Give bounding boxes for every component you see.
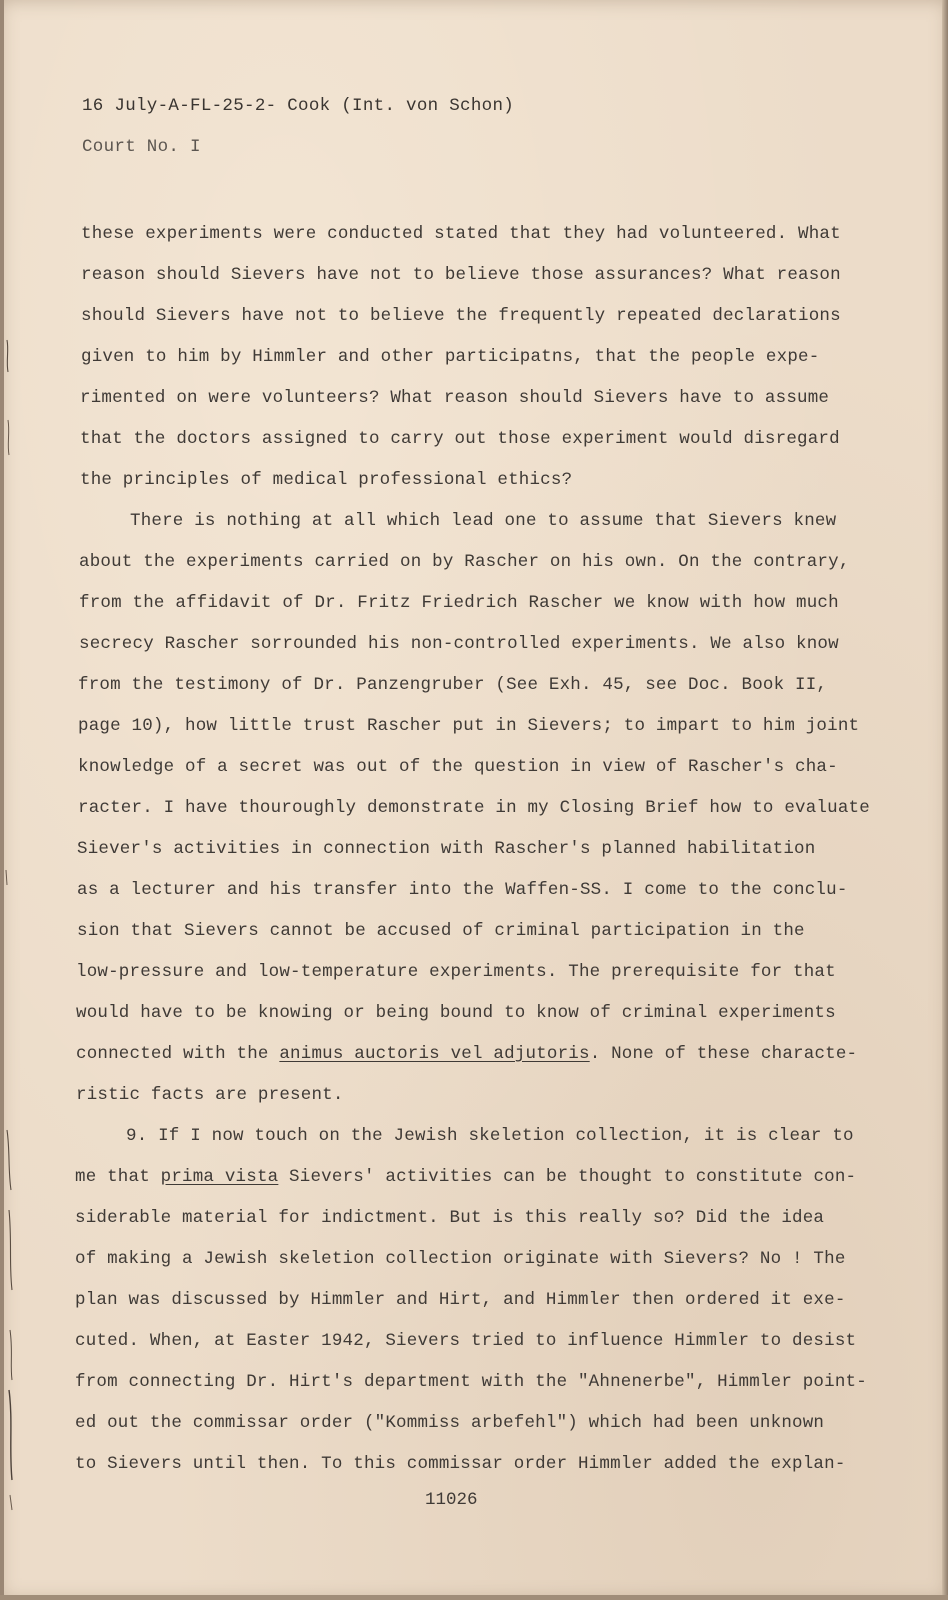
body-line: racter. I have thouroughly demonstrate in my Closing Brief how to evaluate xyxy=(78,798,870,818)
body-line: low-pressure and low-temperature experiments. The prerequisite for that xyxy=(76,962,836,982)
body-line: page 10), how little trust Rascher put in Sievers; to impart to him joint xyxy=(78,716,860,736)
body-line: from connecting Dr. Hirt's department with the "Ahnenerbe", Himmler point- xyxy=(75,1372,867,1392)
body-line: plan was discussed by Himmler and Hirt, and Himmler then ordered it exe- xyxy=(75,1290,846,1310)
body-text: . None of these characte- xyxy=(589,1044,858,1064)
body-line: cuted. When, at Easter 1942, Sievers tried to influence Himmler to desist xyxy=(75,1331,857,1351)
body-line: about the experiments carried on by Rascher on his own. On the contrary, xyxy=(79,552,850,572)
body-line: reason should Sievers have not to believe those assurances? What reason xyxy=(81,265,841,285)
body-line: as a lecturer and his transfer into the Waffen-SS. I come to the conclu- xyxy=(77,880,848,900)
body-line: rimented on were volunteers? What reason should Sievers have to assume xyxy=(80,388,830,408)
court-number: Court No. I xyxy=(82,137,201,157)
body-line: ed out the commissar order ("Kommiss arbefehl") which had been unknown xyxy=(75,1413,825,1433)
body-line: the principles of medical professional ethics? xyxy=(80,470,573,490)
body-text: Sievers' activities can be thought to constitute con- xyxy=(278,1167,857,1187)
body-line: would have to be knowing or being bound to know of criminal experiments xyxy=(76,1003,836,1023)
margin-marks xyxy=(0,0,30,1600)
page-edge-right xyxy=(942,0,948,1600)
case-reference: 16 July-A-FL-25-2- Cook (Int. von Schon) xyxy=(82,96,515,116)
body-line: to Sievers until then. To this commissar order Himmler added the explan- xyxy=(75,1454,846,1474)
body-line: should Sievers have not to believe the frequently repeated declarations xyxy=(81,306,841,326)
body-line: these experiments were conducted stated that they had volunteered. What xyxy=(81,224,841,244)
body-line: of making a Jewish skeletion collection originate with Sievers? No ! The xyxy=(75,1249,846,1269)
body-line: knowledge of a secret was out of the question in view of Rascher's cha- xyxy=(78,757,838,777)
latin-phrase: prima vista xyxy=(160,1167,279,1187)
body-line: siderable material for indictment. But is this really so? Did the idea xyxy=(75,1208,825,1228)
body-line: There is nothing at all which lead one to assume that Sievers knew xyxy=(130,511,837,531)
body-line xyxy=(75,1166,856,1188)
body-line: given to him by Himmler and other participatns, that the people expe- xyxy=(81,347,820,367)
body-line: 9. If I now touch on the Jewish skeletion collection, it is clear to xyxy=(126,1126,854,1146)
body-text: me that xyxy=(75,1167,161,1187)
page-number: 11026 xyxy=(425,1490,478,1510)
latin-phrase: animus auctoris vel adjutoris xyxy=(279,1044,590,1064)
body-line: from the testimony of Dr. Panzengruber (See Exh. 45, see Doc. Book II, xyxy=(78,675,828,695)
body-line: Siever's activities in connection with Rascher's planned habilitation xyxy=(77,839,816,859)
body-line: that the doctors assigned to carry out those experiment would disregard xyxy=(80,429,840,449)
body-line: ristic facts are present. xyxy=(76,1085,344,1105)
body-line: sion that Sievers cannot be accused of criminal participation in the xyxy=(77,921,805,941)
body-line: from the affidavit of Dr. Fritz Friedrich Rascher we know with how much xyxy=(79,593,839,613)
page-edge-bottom xyxy=(0,1595,948,1600)
body-line xyxy=(76,1043,857,1065)
body-text: connected with the xyxy=(76,1044,280,1064)
body-line: secrecy Rascher sorrounded his non-controlled experiments. We also know xyxy=(79,634,839,654)
